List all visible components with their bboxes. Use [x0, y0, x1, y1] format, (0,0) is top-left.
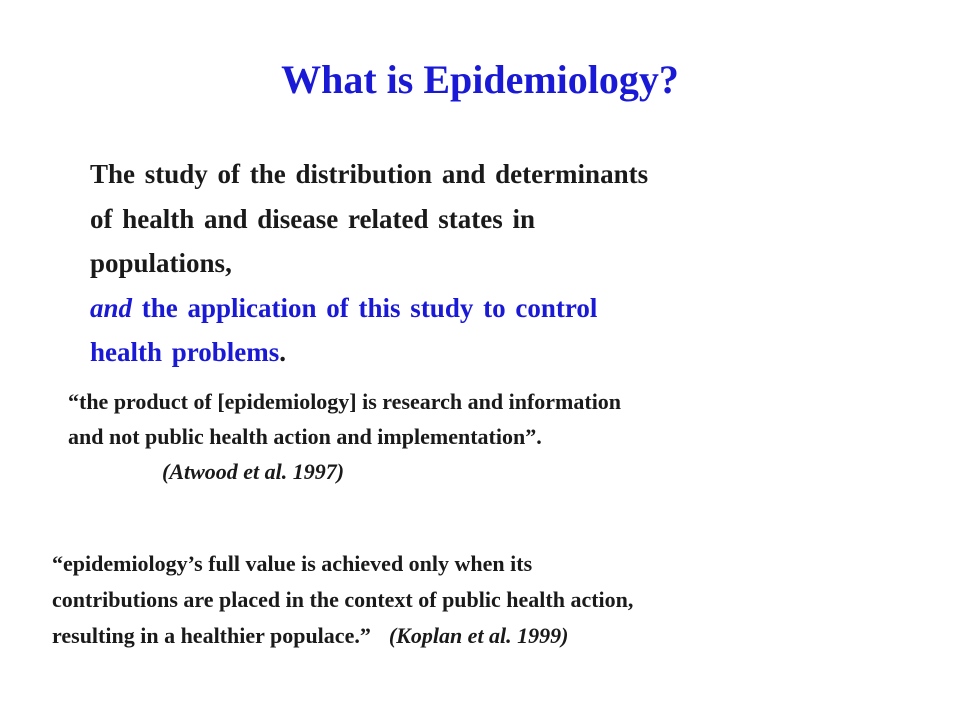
definition-line-5-period: . [279, 337, 287, 367]
slide-title: What is Epidemiology? [281, 57, 679, 102]
atwood-quote-line-2: and not public health action and implementation”. [68, 424, 542, 449]
definition-line-5 [90, 330, 890, 375]
koplan-quote-line-1: “epidemiology’s full value is achieved only when its [52, 551, 533, 576]
definition-line-5-text: health problems [90, 337, 280, 367]
definition-block [90, 152, 890, 375]
definition-line-3: populations, [90, 248, 232, 278]
koplan-citation: (Koplan et al. 1999) [388, 623, 569, 648]
koplan-quote-line-3 [52, 618, 932, 654]
koplan-quote [52, 546, 932, 654]
definition-line-4 [90, 286, 890, 331]
koplan-quote-line-3-text: resulting in a healthier populace.” [52, 623, 371, 648]
koplan-quote-line-2: contributions are placed in the context of public health action, [52, 587, 634, 612]
definition-emphasis-and: and [90, 292, 133, 323]
atwood-quote-line-1: “the product of [epidemiology] is research and information [68, 389, 622, 414]
definition-line-2: of health and disease related states in [90, 203, 536, 234]
atwood-citation: (Atwood et al. 1997) [162, 459, 345, 484]
atwood-quote [68, 384, 928, 489]
definition-line-1: The study of the distribution and determinants [90, 159, 649, 189]
definition-line-4-rest: the application of this study to control [132, 292, 598, 323]
